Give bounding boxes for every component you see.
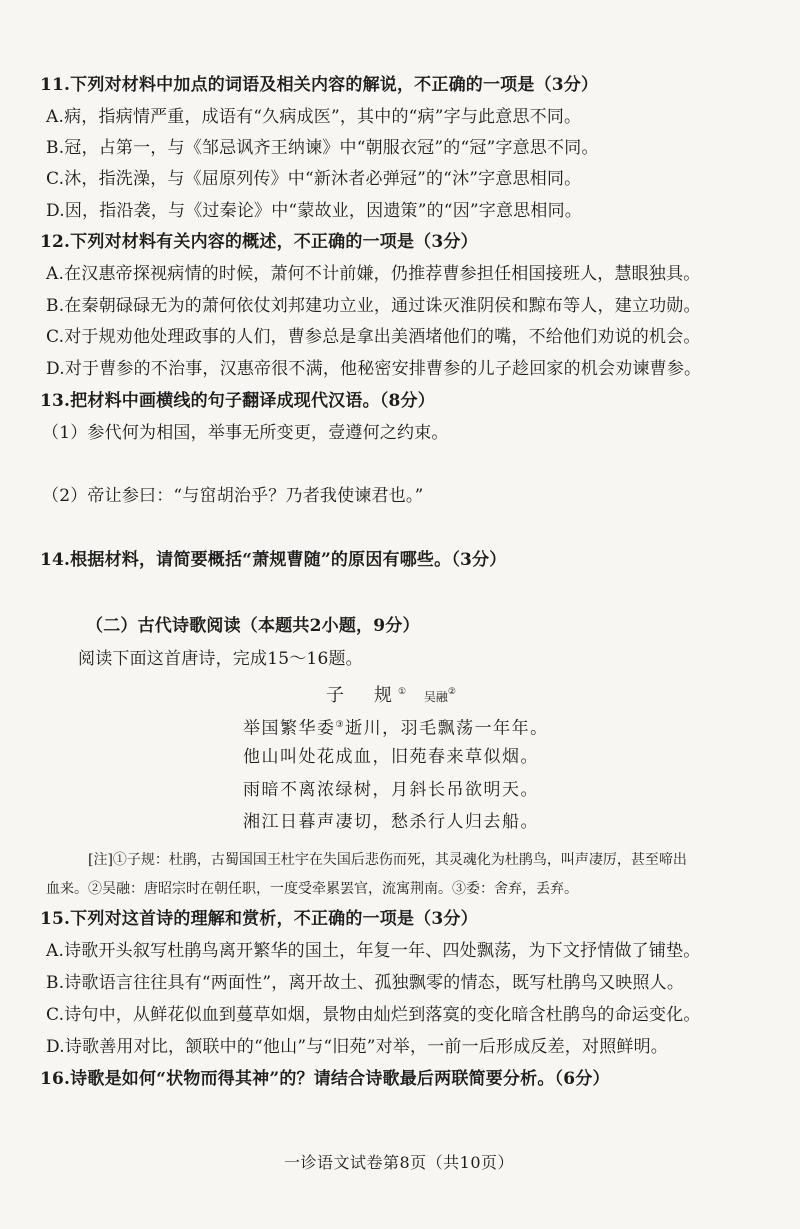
poem-line-1 (243, 714, 549, 740)
poem-title-note-mark: ① (398, 687, 413, 697)
q12-option-c: C.对于规劝他处理政事的人们，曹参总是拿出美酒堵他们的嘴，不给他们劝说的机会。 (46, 327, 701, 347)
section-intro: 阅读下面这首唐诗，完成15～16题。 (78, 649, 363, 669)
q12-option-d: D.对于曹参的不治事，汉惠帝很不满，他秘密安排曹参的儿子趁回家的机会劝谏曹参。 (46, 359, 702, 379)
q16-stem: 16.诗歌是如何“状物而得其神”的？请结合诗歌最后两联简要分析。（6分） (40, 1069, 610, 1089)
q11-stem: 11.下列对材料中加点的词语及相关内容的解说，不正确的一项是（3分） (40, 75, 599, 95)
q15-option-c: C.诗句中，从鲜花似血到蔓草如烟，景物由灿烂到落寞的变化暗含杜鹃鸟的命运变化。 (46, 1005, 701, 1025)
q13-item-1: （1）参代何为相国，举事无所变更，壹遵何之约束。 (42, 423, 449, 443)
q15-option-b: B.诗歌语言往往具有“两面性”，离开故土、孤独飘零的情态，既写杜鹃鸟又映照人。 (46, 973, 685, 993)
q11-option-c: C.沐，指洗澡，与《屈原列传》中“新沐者必弹冠”的“沐”字意思相同。 (46, 169, 582, 189)
q15-option-a: A.诗歌开头叙写杜鹃鸟离开繁华的国土，年复一年、四处飘荡，为下文抒情做了铺垫。 (46, 941, 701, 961)
poem-author: 吴融 (423, 690, 448, 704)
page-footer: 一诊语文试卷第8页（共10页） (284, 1153, 515, 1172)
poem-title-text: 子 规 (326, 685, 398, 706)
q13-stem: 13.把材料中画横线的句子翻译成现代汉语。（8分） (40, 391, 435, 411)
poem-line-1-part-b: 逝川，羽毛飘荡一年年。 (345, 718, 549, 739)
q12-option-b: B.在秦朝碌碌无为的萧何依仗刘邦建功立业，通过诛灭淮阴侯和黥布等人，建立功勋。 (46, 296, 701, 316)
q12-option-a: A.在汉惠帝探视病情的时候，萧何不计前嫌，仍推荐曹参担任相国接班人，慧眼独具。 (46, 264, 701, 284)
q14-stem: 14.根据材料，请简要概括“萧规曹随”的原因有哪些。（3分） (40, 550, 507, 570)
q11-option-a: A.病，指病情严重，成语有“久病成医”，其中的“病”字与此意思不同。 (46, 107, 582, 127)
poem-line-2: 他山叫处花成血，旧苑春来草似烟。 (243, 747, 539, 767)
q15-option-d: D.诗歌善用对比，颔联中的“他山”与“旧苑”对举，一前一后形成反差，对照鲜明。 (46, 1037, 668, 1057)
q11-option-b: B.冠，占第一，与《邹忌讽齐王纳谏》中“朝服衣冠”的“冠”字意思不同。 (46, 138, 599, 158)
poem-line-1-note-mark: ③ (335, 720, 346, 730)
poem-author-note-mark: ② (447, 687, 462, 697)
section-heading: （二）古代诗歌阅读（本题共2小题，9分） (86, 616, 420, 636)
poem-line-1-part-a: 举国繁华委 (243, 718, 336, 739)
q12-stem: 12.下列对材料有关内容的概述，不正确的一项是（3分） (40, 232, 478, 252)
poem-note-1: [注]①子规：杜鹃，古蜀国国王杜宇在失国后悲伤而死，其灵魂化为杜鹃鸟，叫声凄厉，甚至啼出 (88, 852, 687, 868)
q15-stem: 15.下列对这首诗的理解和赏析，不正确的一项是（3分） (40, 909, 478, 929)
poem-title (326, 681, 462, 708)
poem-line-4: 湘江日暮声凄切，愁杀行人归去船。 (243, 812, 539, 832)
q11-option-d: D.因，指沿袭，与《过秦论》中“蒙故业，因遗策”的“因”字意思相同。 (46, 201, 582, 221)
poem-note-2: 血来。②吴融：唐昭宗时在朝任职，一度受牵累罢官，流寓荆南。③委：舍弃，丢弃。 (46, 881, 578, 897)
q13-item-2: （2）帝让参曰：“与窋胡治乎？乃者我使谏君也。” (42, 486, 424, 506)
poem-line-3: 雨暗不离浓绿树，月斜长吊欲明天。 (243, 780, 539, 800)
